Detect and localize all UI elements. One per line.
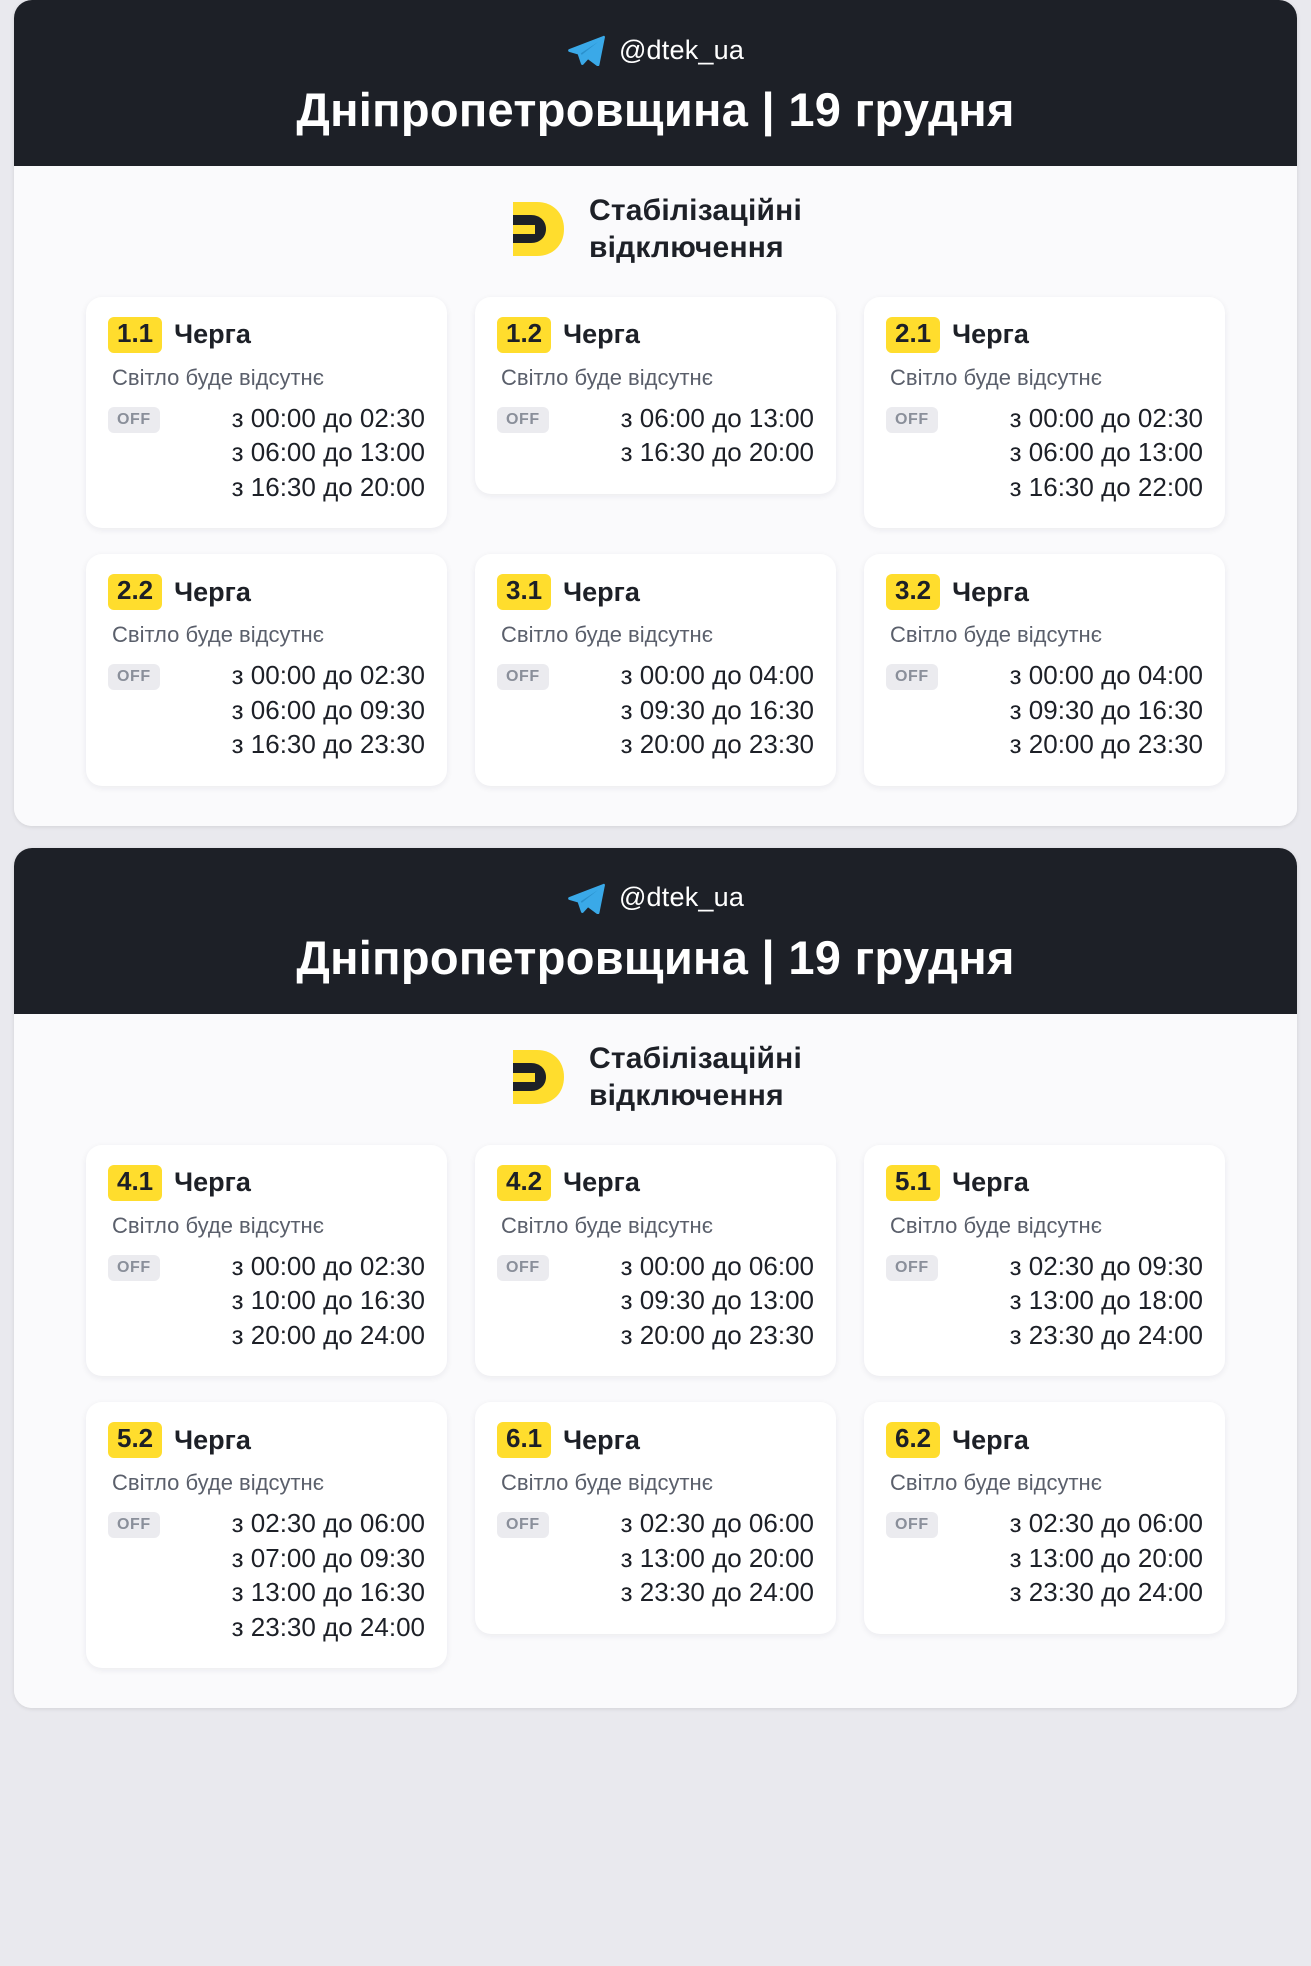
outage-slot: з 02:30 до 06:00 [620, 1508, 814, 1539]
outage-slot: з 00:00 до 06:00 [620, 1250, 814, 1281]
queue-subtitle: Світло буде відсутнє [501, 364, 713, 390]
slot-list [563, 658, 814, 762]
queue-label: Черга [174, 576, 251, 607]
queue-slots [886, 1506, 1203, 1610]
queue-slots [886, 658, 1203, 762]
queue-slots [497, 1506, 814, 1610]
queue-subtitle: Світло буде відсутнє [112, 364, 324, 390]
brand-text-line1: Стабілізаційні [589, 193, 802, 227]
queue-card-5.1 [864, 1145, 1225, 1377]
outage-slot: з 09:30 до 16:30 [620, 694, 814, 725]
outage-slot: з 06:00 до 13:00 [1009, 437, 1203, 468]
off-badge: OFF [886, 664, 938, 690]
queue-badge: 6.1 [497, 1422, 551, 1458]
queue-label: Черга [563, 576, 640, 607]
outage-slot: з 20:00 до 23:30 [620, 1319, 814, 1350]
slot-list [563, 1249, 814, 1353]
card-header [14, 0, 1297, 166]
outage-slot: з 23:30 до 24:00 [620, 1577, 814, 1608]
telegram-icon [567, 882, 605, 914]
brand-text-line1: Стабілізаційні [589, 1041, 802, 1075]
outage-slot: з 20:00 до 23:30 [1009, 729, 1203, 760]
slot-list [952, 1506, 1203, 1610]
off-badge: OFF [886, 407, 938, 433]
queue-card-2.2 [86, 554, 447, 786]
queue-slots [108, 658, 425, 762]
off-badge: OFF [108, 1512, 160, 1538]
outage-slot: з 23:30 до 24:00 [1009, 1577, 1203, 1608]
queue-subtitle: Світло буде відсутнє [890, 622, 1102, 648]
outage-slot: з 10:00 до 16:30 [231, 1285, 425, 1316]
queue-card-5.2 [86, 1402, 447, 1668]
queue-label: Черга [952, 576, 1029, 607]
queue-grid [14, 297, 1297, 786]
card-body [14, 1014, 1297, 1709]
outage-schedule-root [14, 0, 1297, 1708]
queue-header [497, 317, 814, 353]
queue-subtitle: Світло буде відсутнє [112, 1470, 324, 1496]
outage-slot: з 16:30 до 20:00 [620, 437, 814, 468]
outage-slot: з 16:30 до 20:00 [231, 471, 425, 502]
outage-slot: з 09:30 до 16:30 [1009, 694, 1203, 725]
dtek-logo-icon [509, 1046, 571, 1108]
queue-badge: 1.1 [108, 317, 162, 353]
queue-subtitle: Світло буде відсутнє [890, 1212, 1102, 1238]
queue-badge: 5.1 [886, 1165, 940, 1201]
outage-slot: з 02:30 до 09:30 [1009, 1250, 1203, 1281]
slot-list [952, 658, 1203, 762]
off-badge: OFF [497, 664, 549, 690]
outage-slot: з 13:00 до 16:30 [231, 1577, 425, 1608]
outage-slot: з 20:00 до 23:30 [620, 729, 814, 760]
queue-label: Черга [952, 319, 1029, 350]
schedule-card-2 [14, 848, 1297, 1709]
queue-header [886, 317, 1203, 353]
slot-list [174, 1249, 425, 1353]
queue-header [108, 574, 425, 610]
queue-header [108, 1422, 425, 1458]
outage-slot: з 07:00 до 09:30 [231, 1542, 425, 1573]
outage-slot: з 00:00 до 02:30 [231, 660, 425, 691]
outage-slot: з 13:00 до 20:00 [620, 1542, 814, 1573]
outage-slot: з 00:00 до 04:00 [1009, 660, 1203, 691]
queue-badge: 4.1 [108, 1165, 162, 1201]
page-title: Дніпропетровщина | 19 грудня [296, 83, 1015, 136]
dtek-logo-icon [509, 198, 571, 260]
queue-card-2.1 [864, 297, 1225, 529]
queue-card-6.2 [864, 1402, 1225, 1634]
queue-subtitle: Світло буде відсутнє [890, 1470, 1102, 1496]
outage-slot: з 00:00 до 02:30 [231, 402, 425, 433]
queue-header [497, 1165, 814, 1201]
schedule-card-1 [14, 0, 1297, 826]
queue-slots [886, 1249, 1203, 1353]
queue-subtitle: Світло буде відсутнє [112, 1212, 324, 1238]
brand-row [14, 1040, 1297, 1115]
channel-name: @dtek_ua [618, 34, 745, 65]
slot-list [174, 658, 425, 762]
queue-slots [108, 401, 425, 505]
brand-text [589, 192, 802, 267]
queue-label: Черга [563, 319, 640, 350]
queue-card-1.2 [475, 297, 836, 494]
queue-subtitle: Світло буде відсутнє [501, 622, 713, 648]
queue-label: Черга [952, 1167, 1029, 1198]
queue-label: Черга [563, 1167, 640, 1198]
slot-list [174, 401, 425, 505]
brand-text [589, 1040, 802, 1115]
off-badge: OFF [886, 1512, 938, 1538]
queue-label: Черга [174, 1167, 251, 1198]
queue-badge: 6.2 [886, 1422, 940, 1458]
brand-text-line2: відключення [589, 1079, 784, 1113]
queue-subtitle: Світло буде відсутнє [501, 1470, 713, 1496]
outage-slot: з 06:00 до 13:00 [231, 437, 425, 468]
queue-card-3.2 [864, 554, 1225, 786]
outage-slot: з 20:00 до 24:00 [231, 1319, 425, 1350]
queue-badge: 1.2 [497, 317, 551, 353]
slot-list [952, 401, 1203, 505]
queue-label: Черга [563, 1424, 640, 1455]
slot-list [563, 401, 814, 470]
queue-grid [14, 1145, 1297, 1669]
outage-slot: з 23:30 до 24:00 [1009, 1319, 1203, 1350]
outage-slot: з 16:30 до 22:00 [1009, 471, 1203, 502]
outage-slot: з 13:00 до 18:00 [1009, 1285, 1203, 1316]
queue-header [886, 1422, 1203, 1458]
queue-header [497, 574, 814, 610]
page-title: Дніпропетровщина | 19 грудня [296, 930, 1015, 984]
brand-text-line2: відключення [589, 231, 784, 265]
queue-card-4.1 [86, 1145, 447, 1377]
outage-slot: з 06:00 до 13:00 [620, 402, 814, 433]
outage-slot: з 00:00 до 02:30 [1009, 402, 1203, 433]
slot-list [952, 1249, 1203, 1353]
outage-slot: з 02:30 до 06:00 [1009, 1508, 1203, 1539]
brand-row [14, 192, 1297, 267]
off-badge: OFF [886, 1255, 938, 1281]
queue-card-6.1 [475, 1402, 836, 1634]
off-badge: OFF [497, 1512, 549, 1538]
queue-subtitle: Світло буде відсутнє [501, 1212, 713, 1238]
channel-row [14, 34, 1297, 66]
queue-label: Черга [952, 1424, 1029, 1455]
queue-slots [497, 1249, 814, 1353]
queue-header [108, 1165, 425, 1201]
queue-label: Черга [174, 1424, 251, 1455]
outage-slot: з 13:00 до 20:00 [1009, 1542, 1203, 1573]
queue-badge: 3.1 [497, 574, 551, 610]
off-badge: OFF [108, 1255, 160, 1281]
queue-header [497, 1422, 814, 1458]
off-badge: OFF [108, 407, 160, 433]
slot-list [563, 1506, 814, 1610]
channel-row [14, 882, 1297, 914]
queue-header [886, 1165, 1203, 1201]
card-divider [14, 826, 1297, 848]
outage-slot: з 00:00 до 02:30 [231, 1250, 425, 1281]
outage-slot: з 02:30 до 06:00 [231, 1508, 425, 1539]
outage-slot: з 23:30 до 24:00 [231, 1611, 425, 1642]
queue-slots [886, 401, 1203, 505]
queue-header [108, 317, 425, 353]
queue-badge: 3.2 [886, 574, 940, 610]
outage-slot: з 09:30 до 13:00 [620, 1285, 814, 1316]
queue-header [886, 574, 1203, 610]
off-badge: OFF [497, 407, 549, 433]
queue-card-4.2 [475, 1145, 836, 1377]
off-badge: OFF [497, 1255, 549, 1281]
queue-card-3.1 [475, 554, 836, 786]
card-body [14, 166, 1297, 826]
queue-subtitle: Світло буде відсутнє [112, 622, 324, 648]
queue-slots [497, 658, 814, 762]
outage-slot: з 06:00 до 09:30 [231, 694, 425, 725]
off-badge: OFF [108, 664, 160, 690]
queue-slots [108, 1506, 425, 1644]
queue-badge: 2.1 [886, 317, 940, 353]
telegram-icon [567, 34, 605, 66]
queue-label: Черга [174, 319, 251, 350]
channel-name: @dtek_ua [618, 882, 745, 913]
outage-slot: з 16:30 до 23:30 [231, 729, 425, 760]
queue-subtitle: Світло буде відсутнє [890, 364, 1102, 390]
queue-slots [497, 401, 814, 470]
slot-list [174, 1506, 425, 1644]
card-header [14, 848, 1297, 1014]
queue-card-1.1 [86, 297, 447, 529]
queue-badge: 4.2 [497, 1165, 551, 1201]
queue-badge: 2.2 [108, 574, 162, 610]
queue-badge: 5.2 [108, 1422, 162, 1458]
queue-slots [108, 1249, 425, 1353]
outage-slot: з 00:00 до 04:00 [620, 660, 814, 691]
